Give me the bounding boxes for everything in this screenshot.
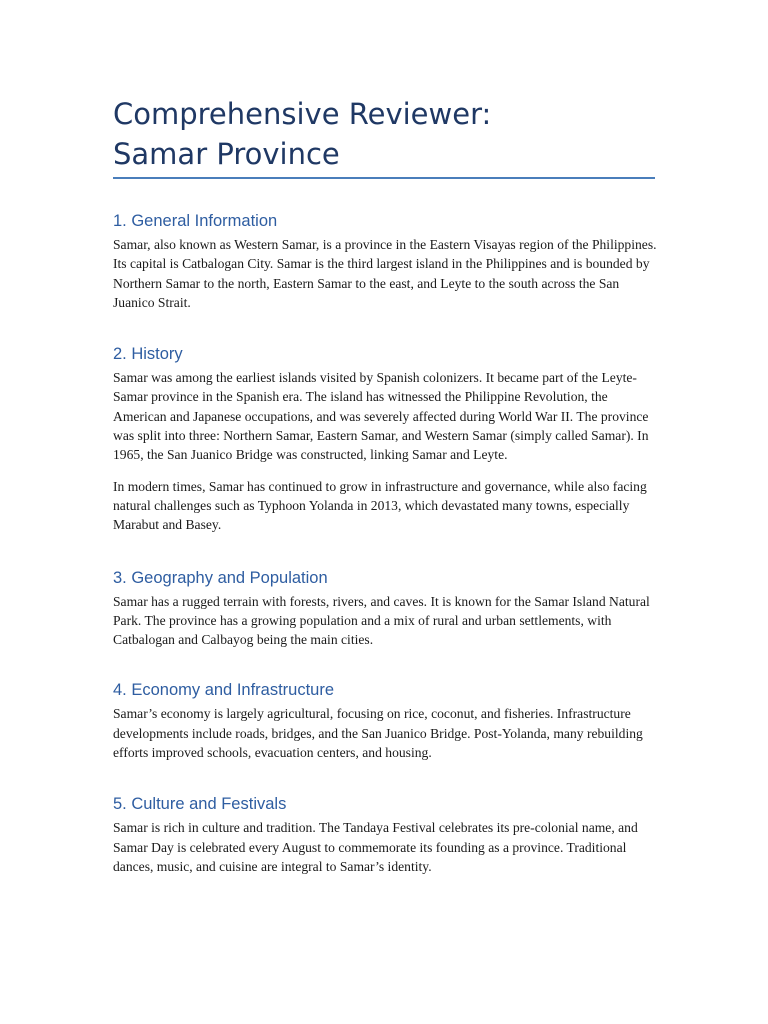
section-heading: 2. History bbox=[113, 345, 183, 364]
section-culture-festivals bbox=[113, 793, 655, 876]
section-geography-population bbox=[113, 567, 655, 650]
section-general-information bbox=[113, 210, 655, 312]
section-heading: 5. Culture and Festivals bbox=[113, 795, 287, 814]
section-history bbox=[113, 343, 655, 534]
section-economy-infrastructure bbox=[113, 679, 655, 762]
title-underline-rule bbox=[113, 177, 655, 179]
section-paragraph: In modern times, Samar has continued to grow in infrastructure and governance, while also facing natural challenges such as Typhoon Yolanda in 2013, which devastated many towns, especially Marabut and Basey. bbox=[113, 478, 647, 533]
section-paragraph: Samar’s economy is largely agricultural, focusing on rice, coconut, and fisheries. Infrastructure developments include roads, bridges, and the San Juanico Bridge. Post-Yolanda, many rebuilding efforts improved schools, evacuation centers, and housing. bbox=[113, 706, 643, 761]
document-title: Comprehensive Reviewer: Samar Province bbox=[113, 97, 492, 171]
section-heading: 4. Economy and Infrastructure bbox=[113, 681, 335, 700]
section-heading: 1. General Information bbox=[113, 212, 278, 230]
section-paragraph: Samar is rich in culture and tradition. The Tandaya Festival celebrates its pre-colonial name, and Samar Day is celebrated every August to commemorate its founding as a province. Traditional dances, music, and cuisine are integral to Samar’s identity. bbox=[113, 820, 638, 874]
section-heading: 3. Geography and Population bbox=[113, 568, 328, 587]
section-paragraph: Samar, also known as Western Samar, is a province in the Eastern Visayas region of the Philippines. Its capital is Catbalogan City. Samar is the third largest island in the Philippines and is bounded by Northern Samar to the north, Eastern Samar to the east, and Leyte to the south across the San Juanico Strait. bbox=[113, 237, 657, 310]
section-paragraph: Samar was among the earliest islands visited by Spanish colonizers. It became part of the Leyte-Samar province in the Spanish era. The island has witnessed the Philippine Revolution, the American and Japanese occupations, and was severely affected during World War II. The province was split into three: Northern Samar, Eastern Samar, and Western Samar (simply called Samar). In 1965, the San Juanico Bridge was constructed, linking Samar and Leyte. bbox=[113, 370, 649, 463]
section-paragraph: Samar has a rugged terrain with forests, rivers, and caves. It is known for the Samar Island Natural Park. The province has a growing population and a mix of rural and urban settlements, with Catbalogan and Calbayog being the main cities. bbox=[113, 593, 650, 648]
